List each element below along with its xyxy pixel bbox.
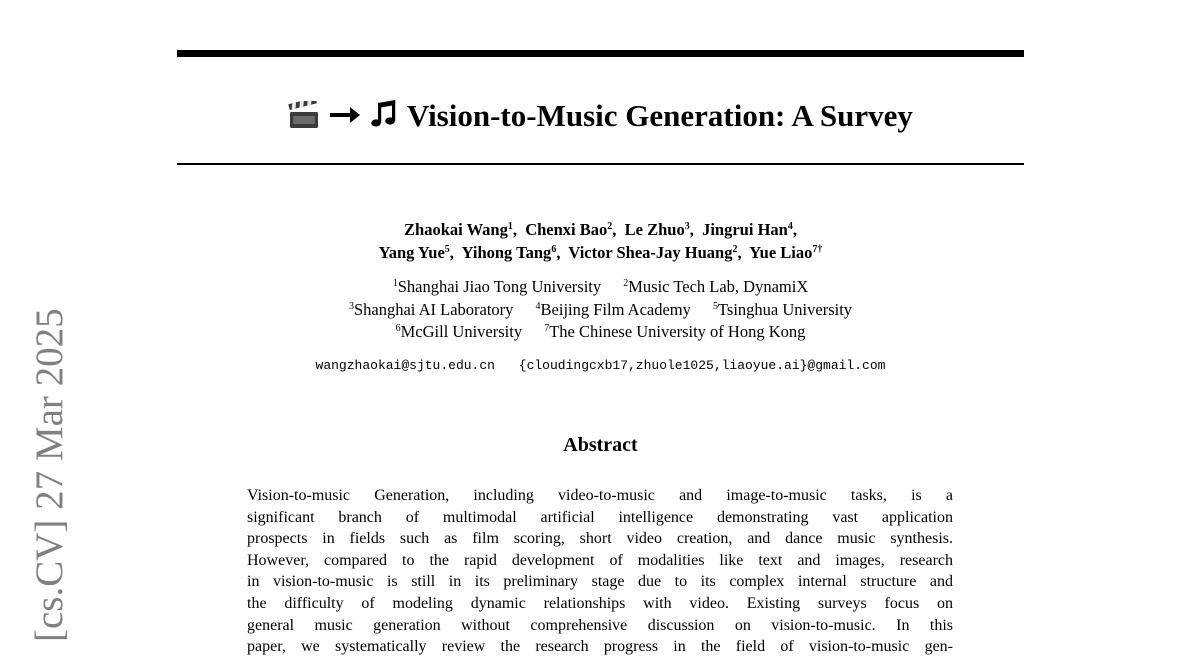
bottom-rule [177,163,1024,165]
author-name: Jingrui Han [702,220,788,239]
abstract-line: prospects in fields such as film scoring, short video creation, and dance music synthesis. [247,530,953,548]
abstract-line: the difficulty of modeling dynamic relationships with video. Existing surveys focus on [247,594,953,612]
affiliation-list [177,276,1024,344]
author-name: Victor Shea-Jay Huang [568,243,733,262]
affiliation: $^3$Shanghai AI Laboratory [348,299,514,319]
affiliation-line-1 [177,276,1024,299]
abstract-heading: Abstract [563,434,638,456]
affiliation: $^2$Music Tech Lab, DynamiX [623,277,809,296]
affiliation: $^5$Tsinghua University [713,299,853,319]
author-list [177,218,1024,264]
author-line-1: Zhaokai Wang$^1$, Chenxi Bao$^2$, Le Zhuo$^3$, Jingrui Han$^4$, [404,220,797,239]
abstract-line: paper, we systematically review the research progress in the field of vision-to-music gen- [247,638,953,656]
affiliation-line-3 [177,321,1024,344]
abstract-line: However, compared to the rapid development of modalities like text and images, research [247,551,953,569]
email-list [177,357,1024,375]
abstract-body [247,485,953,658]
author-name: Yang Yue [378,243,445,262]
author-affil-mark: 7† [812,244,823,255]
author-name: Le Zhuo [624,220,685,239]
author-affil-mark: 2 [607,221,613,232]
author-affil-mark: 3 [684,221,690,232]
affiliation: $^4$Beijing Film Academy [535,299,691,319]
author-affil-mark: 1 [507,221,513,232]
abstract-line: in vision-to-music is still in its preliminary stage due to its complex internal structure and [247,573,953,591]
paper-title-text: Vision-to-Music Generation: A Survey [406,98,913,133]
paper-title [177,96,1024,139]
affiliation-line-2 [177,299,1024,322]
affiliation: $^6$McGill University [395,322,523,341]
author-line-2: Yang Yue$^5$, Yihong Tang$^6$, Victor Shea-Jay Huang$^2$, Yue Liao$^{7\dagger}$ [378,243,823,262]
arxiv-identifier-stamp: [cs.CV] 27 Mar 2025 [28,308,71,642]
author-affil-mark: 5 [444,244,450,255]
author-affil-mark: 2 [732,244,738,255]
email[interactable]: wangzhaokai@sjtu.edu.cn [315,358,495,373]
affiliation: $^7$The Chinese University of Hong Kong [544,322,806,341]
author-name: Zhaokai Wang [404,220,508,239]
abstract-line: significant branch of multimodal artificial intelligence demonstrating vast application [247,508,953,526]
email[interactable]: {cloudingcxb17,zhuole1025,liaoyue.ai}@gmail.com [518,358,886,373]
abstract-line: general music generation without comprehensive discussion on vision-to-music. In this [247,616,953,634]
music-note-icon [370,99,400,139]
top-rule [177,50,1024,57]
author-affil-mark: 4 [787,221,793,232]
affiliation: $^1$Shanghai Jiao Tong University [392,277,602,296]
clapperboard-icon [288,99,320,139]
author-affil-mark: 6 [551,244,557,255]
arrow-right-icon [328,99,362,139]
abstract-line: Vision-to-music Generation, including video-to-music and image-to-music tasks, is a [247,487,953,504]
author-name: Yihong Tang [461,243,552,262]
author-name: Chenxi Bao [525,220,608,239]
author-name: Yue Liao [749,243,813,262]
